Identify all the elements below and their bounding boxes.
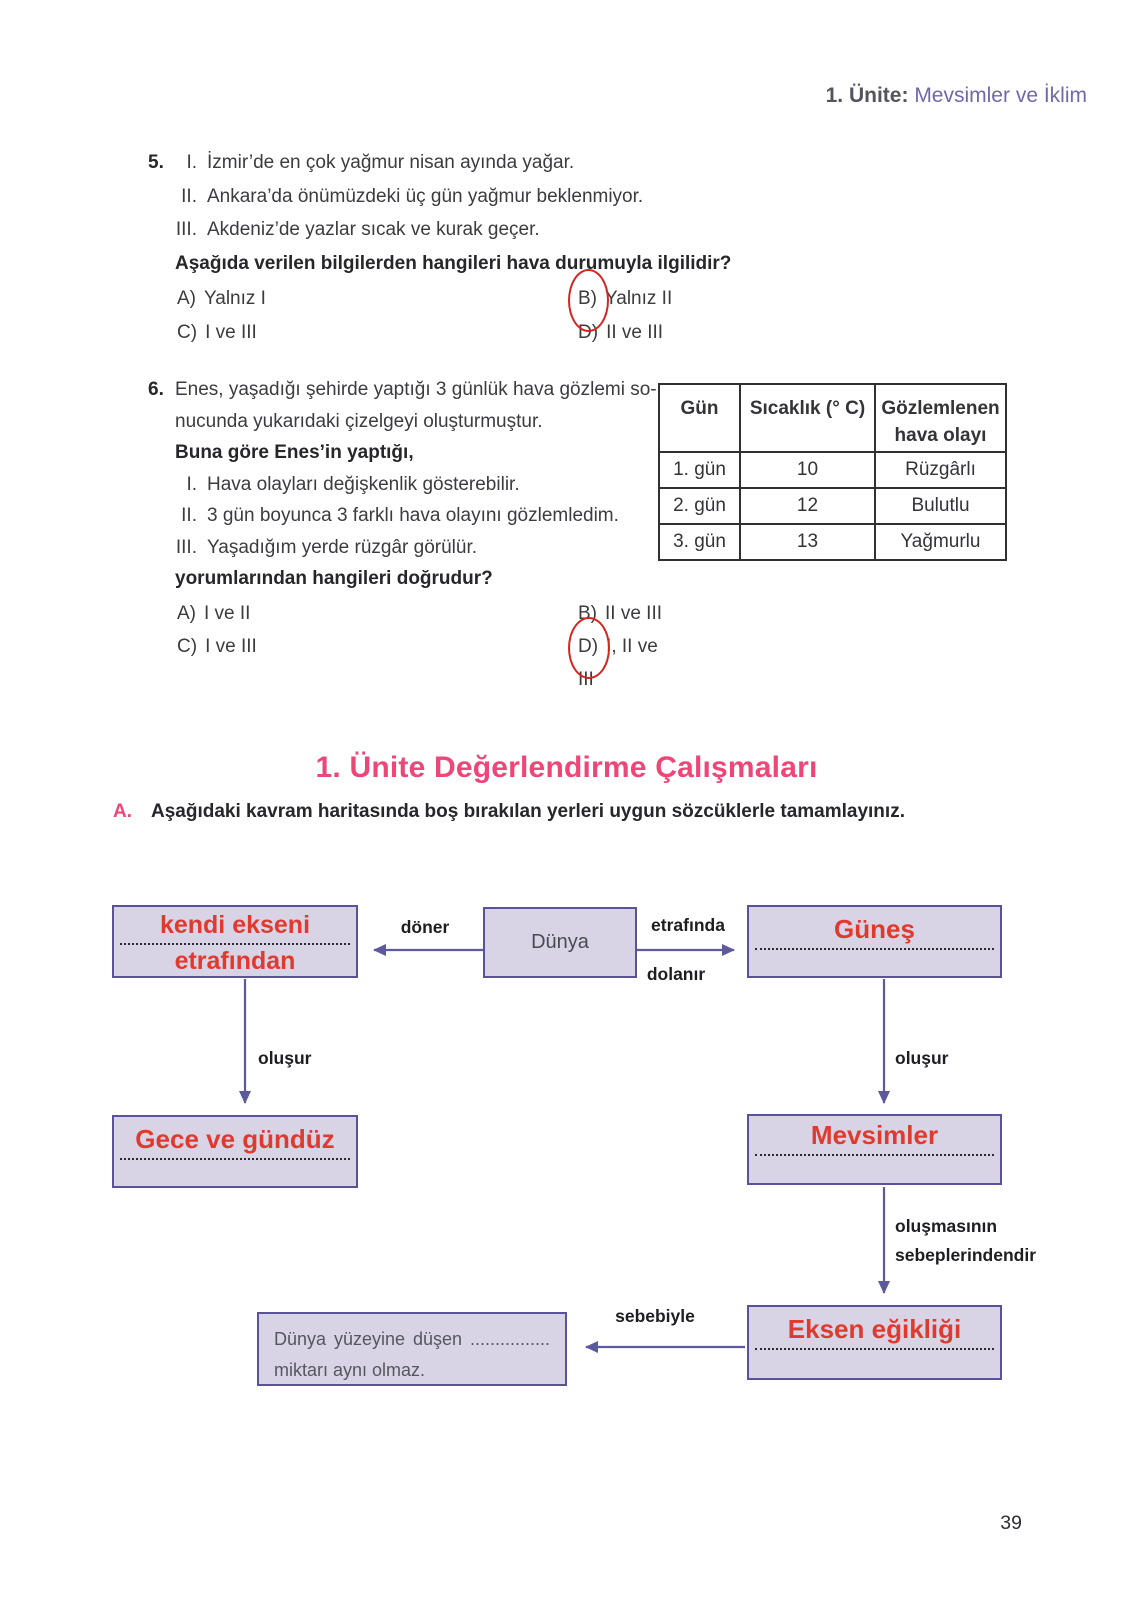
table-header-gozlemlenen: Gözlemlenen hava olayı bbox=[874, 385, 1005, 451]
page-number: 39 bbox=[1000, 1512, 1022, 1534]
table-cell: 1. gün bbox=[660, 451, 739, 487]
concept-box-mevsimler bbox=[747, 1114, 1002, 1185]
instruction-text: Aşağıdaki kavram haritasında boş bırakılan yerleri uygun sözcüklerle tamamlayınız. bbox=[151, 801, 905, 822]
roman-numeral: III. bbox=[175, 219, 197, 240]
option-text: Yalnız II bbox=[605, 288, 673, 309]
roman-numeral: II. bbox=[181, 505, 197, 526]
option-letter: D) bbox=[578, 322, 599, 343]
answer-dotted-line bbox=[120, 1158, 350, 1160]
question-6-number: 6. bbox=[148, 379, 164, 400]
edge-label-etrafinda: etrafında bbox=[651, 915, 725, 935]
section-title: 1. Ünite Değerlendirme Çalışmaları bbox=[315, 751, 818, 784]
edge-label-line2: sebeplerindendir bbox=[895, 1245, 1037, 1265]
roman-numeral: I. bbox=[186, 152, 197, 173]
q6-intro-line-2: nucunda yukarıdaki çizelgeyi oluşturmuştur. bbox=[175, 410, 543, 432]
option-text: I ve III bbox=[205, 635, 257, 657]
option-letter: A) bbox=[177, 602, 196, 624]
statement-text: 3 gün boyunca 3 farklı hava olayını gözlemledim. bbox=[207, 505, 619, 526]
concept-box-eksen-egikligi bbox=[747, 1305, 1002, 1380]
answer-mevsimler: Mevsimler bbox=[810, 1120, 939, 1150]
edge-label-dolanir: dolanır bbox=[646, 964, 706, 984]
option-letter: C) bbox=[177, 635, 198, 657]
table-cell: Yağmurlu bbox=[874, 523, 1005, 559]
q6-lead-text: Buna göre Enes’in yaptığı, bbox=[175, 442, 414, 463]
option-letter: A) bbox=[177, 288, 196, 309]
roman-numeral: II. bbox=[181, 185, 197, 207]
option-text: I, II ve III bbox=[578, 635, 658, 690]
statement-text: Hava olayları değişkenlik gösterebilir. bbox=[207, 473, 520, 495]
edge-label-line1: oluşmasının bbox=[895, 1216, 998, 1236]
table-cell: 13 bbox=[739, 523, 874, 559]
answer-eksen-egikligi: Eksen eğikliği bbox=[787, 1314, 962, 1344]
table-cell: 3. gün bbox=[660, 523, 739, 559]
answer-dotted-line bbox=[755, 1348, 994, 1350]
q6-question-text: yorumlarından hangileri doğrudur? bbox=[175, 568, 493, 589]
statement-text: Akdeniz’de yazlar sıcak ve kurak geçer. bbox=[207, 219, 540, 240]
sonuc-line1: Dünya yüzeyine düşen ................ bbox=[274, 1329, 550, 1349]
answer-gece-gunduz: Gece ve gündüz bbox=[135, 1124, 335, 1154]
table-cell: 2. gün bbox=[660, 487, 739, 523]
edge-label-sebebiyle: sebebiyle bbox=[615, 1306, 695, 1326]
answer-kendi-ekseni-line1: kendi ekseni bbox=[159, 911, 311, 939]
table-header-gun: Gün bbox=[680, 398, 719, 419]
answer-dotted-line bbox=[755, 1154, 994, 1156]
option-letter: C) bbox=[177, 322, 198, 343]
circled-answer-b: B) bbox=[578, 282, 597, 316]
answer-kendi-ekseni-line2: etrafından bbox=[174, 947, 296, 975]
answer-dotted-line bbox=[755, 948, 994, 950]
roman-numeral: III. bbox=[175, 536, 197, 558]
sonuc-line2: miktarı aynı olmaz. bbox=[274, 1360, 426, 1380]
option-text: I ve II bbox=[204, 602, 251, 624]
edge-label-olusur-left: oluşur bbox=[258, 1048, 312, 1068]
option-letter: B) bbox=[578, 602, 597, 624]
concept-box-gece-gunduz bbox=[112, 1115, 358, 1188]
dunya-label: Dünya bbox=[531, 931, 589, 953]
table-cell: 12 bbox=[739, 487, 874, 523]
circled-answer-d: D) bbox=[578, 630, 598, 663]
edge-label-olusur-right: oluşur bbox=[895, 1048, 949, 1068]
answer-gunes: Güneş bbox=[834, 914, 915, 944]
table-header-sicaklik: Sıcaklık (° C) bbox=[739, 385, 874, 451]
statement-text: Yaşadığım yerde rüzgâr görülür. bbox=[207, 536, 478, 558]
concept-box-kendi-ekseni bbox=[112, 905, 358, 978]
concept-box-gunes bbox=[747, 905, 1002, 978]
statement-text: Ankara’da önümüzdeki üç gün yağmur beklenmiyor. bbox=[207, 185, 644, 207]
concept-box-sonuc bbox=[257, 1312, 567, 1386]
q6-intro-line-1: Enes, yaşadığı şehirde yaptığı 3 günlük hava gözlemi so- bbox=[175, 379, 657, 400]
table-cell: 10 bbox=[739, 451, 874, 487]
statement-text: İzmir’de en çok yağmur nisan ayında yağar. bbox=[207, 152, 575, 173]
option-text: I ve III bbox=[205, 322, 257, 343]
edge-label-olusmasinin-sebeplerindendir bbox=[895, 1212, 1036, 1270]
unit-title: Mevsimler ve İklim bbox=[914, 84, 1087, 107]
edge-label-doner: döner bbox=[400, 917, 450, 937]
roman-numeral: I. bbox=[186, 473, 197, 495]
table-cell: Bulutlu bbox=[874, 487, 1005, 523]
option-text: II ve III bbox=[606, 322, 664, 343]
option-text: Yalnız I bbox=[204, 288, 266, 309]
option-text: II ve III bbox=[605, 602, 663, 624]
q5-question-text: Aşağıda verilen bilgilerden hangileri hava durumuyla ilgilidir? bbox=[175, 252, 732, 274]
activity-marker: A. bbox=[113, 801, 132, 822]
unit-number-label: 1. Ünite: bbox=[825, 84, 909, 107]
table-cell: Rüzgârlı bbox=[874, 451, 1005, 487]
question-5-number: 5. bbox=[148, 152, 164, 173]
concept-box-dunya bbox=[483, 907, 637, 978]
